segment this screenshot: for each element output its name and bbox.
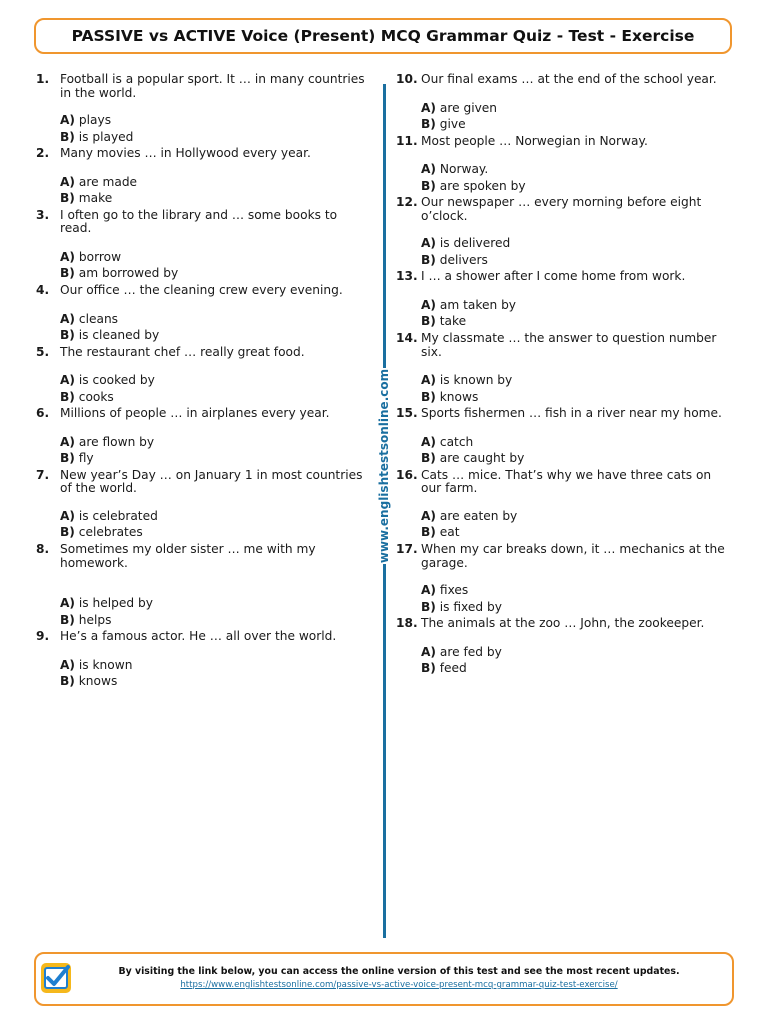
question-11 [396,135,726,195]
option-a[interactable]: A) are fed by [421,644,502,659]
option-b[interactable]: B) delivers [421,252,488,267]
option-b[interactable]: B) are caught by [421,451,525,466]
option-a[interactable]: A) are given [421,100,498,115]
question-9 [36,630,366,690]
question-18 [396,617,726,677]
question-text: Sports fishermen … fish in a river near my home. [421,406,722,421]
question-12 [396,196,726,268]
option-b[interactable]: B) is played [60,129,134,144]
question-7 [36,469,366,541]
option-b[interactable]: B) make [60,191,113,206]
question-text: My classmate … the answer to question number six. [421,330,717,359]
question-5 [36,346,366,406]
option-a[interactable]: A) are flown by [60,434,155,449]
question-text: Many movies … in Hollywood every year. [60,146,311,161]
option-b[interactable]: B) helps [60,612,112,627]
question-number: 14. [396,330,418,345]
option-b[interactable]: B) give [421,117,466,132]
question-2 [36,147,366,207]
option-a[interactable]: A) are made [60,174,138,189]
question-number: 10. [396,72,418,86]
question-text: Football is a popular sport. It … in many countries in the world. [60,72,365,100]
question-number: 8. [36,541,50,556]
option-a[interactable]: A) Norway. [421,162,489,177]
question-3 [36,209,366,282]
option-a[interactable]: A) is known by [421,373,513,388]
question-number: 9. [36,629,50,644]
option-b[interactable]: B) feed [421,661,467,676]
watermark: www.englishtestsonline.com [377,368,391,564]
question-text: Our office … the cleaning crew every evening. [60,282,343,297]
question-number: 7. [36,467,50,482]
question-number: 4. [36,282,50,297]
question-number: 18. [396,616,418,631]
option-a[interactable]: A) is delivered [421,236,511,251]
question-number: 15. [396,406,418,421]
option-a[interactable]: A) is celebrated [60,508,158,523]
option-b[interactable]: B) knows [60,674,118,689]
question-number: 6. [36,406,50,421]
question-text: Our final exams … at the end of the school year. [421,72,717,86]
question-6 [36,407,366,467]
option-b[interactable]: B) is cleaned by [60,328,160,343]
question-text: The restaurant chef … really great food. [60,344,305,359]
option-b[interactable]: B) is fixed by [421,599,502,614]
option-a[interactable]: A) plays [60,113,112,128]
option-a[interactable]: A) is helped by [60,596,153,611]
option-a[interactable]: A) am taken by [421,297,517,312]
question-number: 13. [396,269,418,284]
option-b[interactable]: B) knows [421,389,479,404]
footer-link[interactable]: https://www.englishtestsonline.com/passive-vs-active-voice-present-mcq-grammar-quiz-test-exercise/ [180,980,618,990]
option-b[interactable]: B) am borrowed by [60,266,179,281]
question-text: Most people … Norwegian in Norway. [421,133,648,148]
question-number: 17. [396,541,418,556]
option-b[interactable]: B) are spoken by [421,178,526,193]
question-number: 11. [396,133,418,148]
option-b[interactable]: B) fly [60,451,94,466]
question-text: Our newspaper … every morning before eight o’clock. [421,195,702,223]
question-13 [396,270,726,330]
option-b[interactable]: B) cooks [60,389,114,404]
question-number: 5. [36,344,50,359]
footer [34,952,734,1006]
page-title: PASSIVE vs ACTIVE Voice (Present) MCQ Grammar Quiz - Test - Exercise [34,18,732,54]
question-text: Millions of people … in airplanes every year. [60,406,330,421]
question-text: Sometimes my older sister … me with my homework. [60,541,316,570]
question-number: 1. [36,72,50,86]
question-number: 2. [36,146,50,161]
question-4 [36,284,366,344]
question-15 [396,407,726,467]
option-b[interactable]: B) take [421,314,467,329]
question-text: Cats … mice. That’s why we have three cats on our farm. [421,467,712,496]
checkbox-icon [40,962,72,994]
question-number: 3. [36,207,50,222]
option-a[interactable]: A) are eaten by [421,508,518,523]
footer-text: By visiting the link below, you can access the online version of this test and see the most recent updates. [118,966,680,977]
question-text: The animals at the zoo … John, the zookeeper. [421,616,705,631]
option-a[interactable]: A) is known [60,657,133,672]
question-16 [396,469,726,541]
question-text: New year’s Day … on January 1 in most countries of the world. [60,467,363,496]
option-b[interactable]: B) eat [421,525,460,540]
question-8 [36,543,366,628]
question-17 [396,543,726,615]
option-a[interactable]: A) catch [421,434,474,449]
option-b[interactable]: B) celebrates [60,525,143,540]
option-a[interactable]: A) cleans [60,311,119,326]
questions-left-column [36,73,366,692]
option-a[interactable]: A) is cooked by [60,373,155,388]
question-number: 12. [396,195,418,210]
option-a[interactable]: A) fixes [421,583,469,598]
questions-right-column [396,73,726,679]
question-1 [36,73,366,145]
option-a[interactable]: A) borrow [60,249,122,264]
question-number: 16. [396,467,418,482]
question-text: I often go to the library and … some books to read. [60,207,338,236]
question-14 [396,332,726,405]
question-10 [396,73,726,133]
question-text: When my car breaks down, it … mechanics at the garage. [421,541,725,570]
question-text: He’s a famous actor. He … all over the world. [60,629,337,644]
question-text: I … a shower after I come home from work. [421,269,686,284]
